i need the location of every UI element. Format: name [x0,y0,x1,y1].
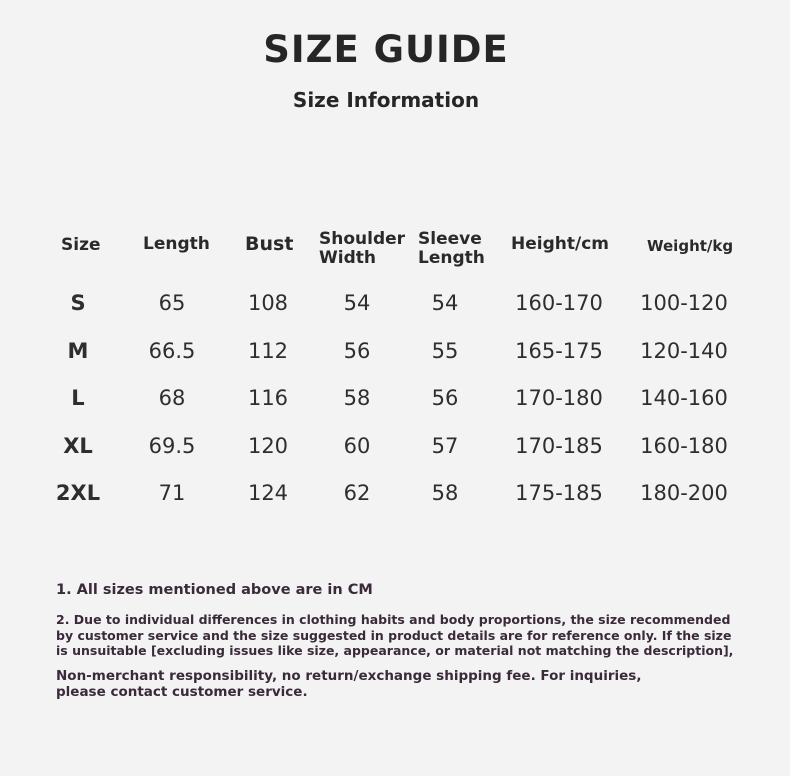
cell-length: 66.5 [148,339,196,363]
cell-height: 165-175 [515,339,603,363]
cell-bust: 108 [247,291,289,315]
header-shoulder-line1: Shoulder [319,229,406,249]
header-sleeve-line1: Sleeve [418,229,482,249]
cell-sleeve: 56 [431,386,459,410]
cell-weight: 160-180 [640,434,728,458]
cell-length: 71 [158,481,186,505]
cell-weight: 100-120 [640,291,728,315]
cell-shoulder: 56 [343,339,371,363]
cell-bust: 124 [247,481,289,505]
cell-bust: 120 [247,434,289,458]
cell-shoulder: 58 [343,386,371,410]
cell-size: M [67,339,89,363]
page-subtitle: Size Information [292,88,480,112]
cell-height: 175-185 [515,481,603,505]
header-weight: Weight/kg [647,237,734,255]
cell-size: S [70,291,86,315]
cell-height: 170-180 [515,386,603,410]
header-shoulder-width [319,230,405,268]
cell-sleeve: 57 [431,434,459,458]
cell-bust: 116 [247,386,289,410]
cell-sleeve: 58 [431,481,459,505]
cell-length: 68 [158,386,186,410]
header-sleeve-length [418,230,485,268]
cell-height: 170-185 [515,434,603,458]
header-shoulder-line2: Width [319,248,376,268]
note-units: 1. All sizes mentioned above are in CM [56,582,373,598]
header-length: Length [143,234,210,254]
cell-weight: 120-140 [640,339,728,363]
cell-weight: 140-160 [640,386,728,410]
cell-height: 160-170 [515,291,603,315]
header-height: Height/cm [511,234,609,254]
cell-length: 65 [158,291,186,315]
cell-size: XL [63,434,93,458]
cell-size: 2XL [55,481,101,505]
cell-size: L [71,386,85,410]
cell-bust: 112 [247,339,289,363]
cell-sleeve: 55 [431,339,459,363]
note-reference: 2. Due to individual differences in clothing habits and body proportions, the size recommended by customer service and the size suggested in product details are for reference only. If the size is unsuitable [excluding issues like size, appearance, or material not matching the description], [56,612,734,658]
cell-shoulder: 54 [343,291,371,315]
cell-weight: 180-200 [640,481,728,505]
cell-shoulder: 62 [343,481,371,505]
cell-sleeve: 54 [431,291,459,315]
cell-shoulder: 60 [343,434,371,458]
header-size: Size [61,235,101,255]
note-returns: Non-merchant responsibility, no return/exchange shipping fee. For inquiries, please contact customer service. [56,668,642,700]
header-sleeve-line2: Length [418,248,485,268]
cell-length: 69.5 [148,434,196,458]
header-bust: Bust [245,233,294,255]
page-title: SIZE GUIDE [263,28,509,71]
